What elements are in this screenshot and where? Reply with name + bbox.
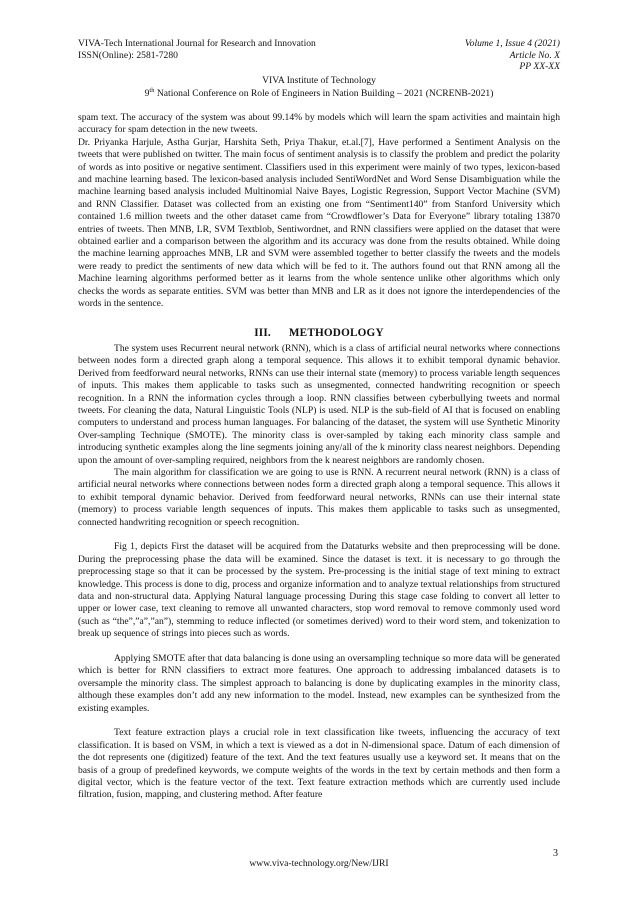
conference-title: National Conference on Role of Engineers in Nation Building – 2021 (NCRENB-2021) bbox=[154, 88, 494, 100]
footer-url: www.viva-technology.org/New/IJRI bbox=[249, 858, 389, 869]
institute-name: VIVA Institute of Technology bbox=[262, 74, 376, 86]
paragraph: The main algorithm for classification we are going to use is RNN. A recurrent neural network (RNN) is a class of artificial neural networks where connections between nodes form a directed graph along a temporal sequence. This allows it to exhibit temporal dynamic behavior. Derived from feedforward neural networks, RNNs can use their internal state (memory) to process variable length sequences of inputs. This makes them applicable to tasks such as unsegmented, connected handwriting recognition or speech recognition. bbox=[78, 466, 560, 528]
article-number: Article No. X bbox=[509, 49, 560, 61]
page-range: PP XX-XX bbox=[519, 61, 560, 73]
header-row-1 bbox=[78, 38, 560, 50]
conference-name bbox=[78, 88, 560, 100]
paragraph: Dr. Priyanka Harjule, Astha Gurjar, Harshita Seth, Priya Thakur, et.al.[7], Have performed a Sentiment Analysis on the tweets that were published on twitter. The main focus of sentiment analysis is to classify the problem and predict the polarity of words as into positive or negative sentiment. Classifiers used in this experiment were mainly of two types, lexicon-based and machine learning based. The lexicon-based analysis included SentiWordNet and Word Sense Disambiguation while the machine learning based analysis included Multinomial Naive Bayes, Logistic Regression, Support Vector Machine (SVM) and RNN Classifier. Dataset was collected from an existing one from “Sentiment140” from Stanford University which contained 1.6 million tweets and the other dataset came from “Crowdflower’s Data for Everyone” library totaling 13870 entries of tweets. Then MNB, LR, SVM Textblob, Sentiwordnet, and RNN classifiers were applied on the dataset that were obtained earlier and a comparison between the algorithm and its accuracy was done from the results obtained. While doing the machine learning approaches MNB, LR and SVM were assembled together to better classify the tweets and the models were ready to predict the sentiments of new data which will be fed to it. The authors found out that RNN among all the Machine learning algorithms performed better as it learns from the whole sentence unlike other algorithms which only checks the words as separate entities. SVM was better than MNB and LR as it does not ignore the interdependencies of the words in the sentence. bbox=[78, 136, 560, 310]
paragraph: Fig 1, depicts First the dataset will be acquired from the Dataturks website and then preprocessing will be done. During the preprocessing phase the data will be examined. Since the dataset is text. it is necessary to go through the preprocessing stage so that it can be processed by the system. Pre-processing is the initial stage of text mining to extract knowledge. This process is done to dig, process and organize information and to analyze textual relationships from structured data and non-structural data. Applying Natural language processing During this stage case folding to convert all letter to upper or lower case, text cleaning to remove all unwanted characters, stop word removal to remove commonly used word (such as “the”,”a”,”an”), stemming to reduce inflected (or sometimes derived) word to their word stem, and tokenization to break up sequence of strings into pieces such as words. bbox=[78, 541, 560, 640]
header-row-2 bbox=[78, 50, 560, 62]
paragraph: Text feature extraction plays a crucial role in text classification like tweets, influencing the accuracy of text classification. It is based on VSM, in which a text is viewed as a dot in N-dimensional space. Datum of each dimension of the dot represents one (digitized) feature of the text. And the text features usually use a keyword set. It means that on the basis of a group of predefined keywords, we compute weights of the words in the text by certain methods and then form a digital vector, which is the feature vector of the text. Text feature extraction methods which are currently used include filtration, fusion, mapping, and clustering method. After feature bbox=[78, 727, 560, 801]
section-title: METHODOLOGY bbox=[288, 326, 384, 339]
paragraph: Applying SMOTE after that data balancing is done using an oversampling technique so more data will be generated which is better for RNN classifiers to extract more features. One approach to addressing imbalanced datasets is to oversample the minority class. The simplest approach to balancing is done by duplicating examples in the minority class, although these examples don’t add any new information to the model. Instead, new examples can be synthesized from the existing examples. bbox=[78, 653, 560, 714]
section-heading bbox=[78, 327, 560, 339]
section-number: III. bbox=[254, 326, 271, 339]
article-body bbox=[78, 112, 560, 802]
issn: ISSN(Online): 2581-7280 bbox=[78, 49, 178, 61]
page-number: 3 bbox=[553, 848, 558, 859]
conference-ordinal-suffix: th bbox=[149, 87, 155, 95]
page-header bbox=[78, 38, 560, 100]
conference-ordinal: 9 bbox=[144, 88, 150, 100]
paragraph: The system uses Recurrent neural network (RNN), which is a class of artificial neural networks where connections between nodes form a directed graph along a temporal sequence. This allows it to exhibit temporal dynamic behavior. Derived from feedforward neural networks, RNNs can use their internal state (memory) to process variable length sequences of inputs. This makes them applicable to tasks such as unsegmented, connected handwriting recognition or speech recognition. In a RNN the information cycles through a loop. RNN classifies between cyberbullying tweets and normal tweets. For cleaning the data, Natural Linguistic Tools (NLP) is used. NLP is the sub-field of AI that is focused on enabling computers to understand and process human languages. For balancing of the dataset, the system will use Synthetic Minority Over-sampling Technique (SMOTE). The minority class is over-sampled by taking each minority class sample and introducing synthetic examples along the line segments joining any/all of the k minority class nearest neighbors. Depending upon the amount of over-sampling required, neighbors from the k nearest neighbors are randomly chosen. bbox=[78, 342, 560, 466]
paragraph: spam text. The accuracy of the system was about 99.14% by models which will learn the spam activities and maintain high accuracy for spam detection in the new tweets. bbox=[78, 112, 560, 136]
volume-issue: Volume 1, Issue 4 (2021) bbox=[464, 38, 560, 49]
journal-name: VIVA-Tech International Journal for Research and Innovation bbox=[78, 38, 316, 49]
